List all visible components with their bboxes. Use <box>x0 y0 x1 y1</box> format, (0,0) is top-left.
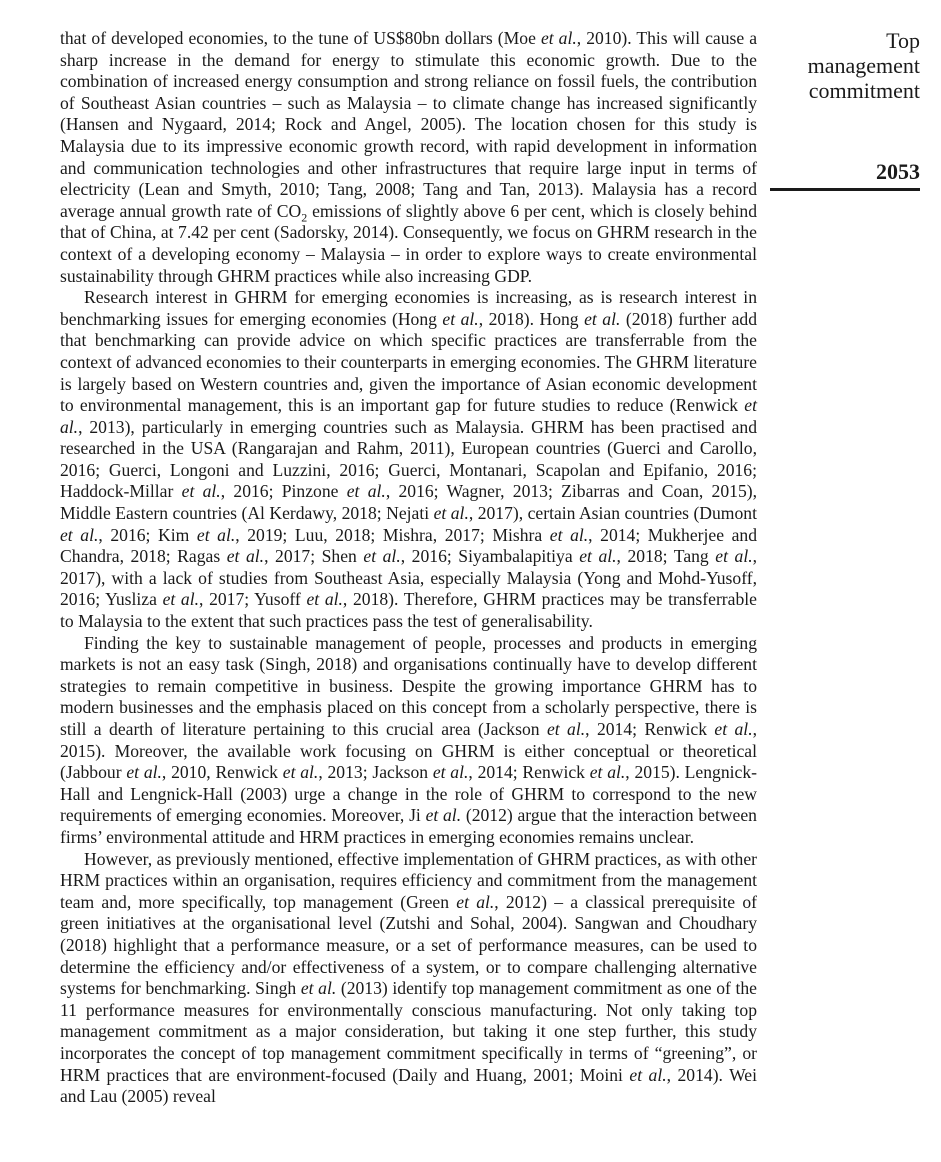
italic-run: et al. <box>629 1064 667 1085</box>
running-title-line: management <box>807 53 920 78</box>
subscript-run: 2 <box>301 210 308 225</box>
italic-run: et al. <box>546 719 586 739</box>
italic-run: et al. <box>549 524 589 545</box>
text-run: , 2017; Yusoff <box>199 589 307 610</box>
text-run: Research interest in GHRM for emerging economies is increasing, as is research interest in benchmarking issues for emerging economies (Hong <box>60 287 757 329</box>
text-run: , 2017; Shen <box>264 546 364 567</box>
text-run: , 2015). Lengnick-Hall and Lengnick-Hall (2003) urge a change in the role of GHRM to correspond to the new requirements of emerging economies. Moreover, Ji <box>60 762 757 826</box>
text-run: , 2016; Pinzone <box>220 481 347 502</box>
text-run: , 2018). Hong <box>478 308 585 329</box>
paragraph <box>60 28 757 287</box>
text-run: , 2019; Luu, 2018; Mishra, 2017; Mishra <box>235 524 550 545</box>
italic-run: et al. <box>226 546 265 567</box>
text-run: (2018) further add that benchmarking can provide advice on which specific practices are transferrable from the context of advanced economies to their counterparts in emerging economies. The GHRM literature is largely based on Western countries and, given the importance of Asian economic development to environmental management, this is an important gap for future studies to reduce (Renwick <box>60 308 757 416</box>
italic-run: et al. <box>282 762 319 783</box>
running-title-line: Top <box>886 28 920 53</box>
text-run: Finding the key to sustainable management of people, processes and products in emerging markets is not an easy task (Singh, 2018) and organisations continually have to develop different strategies to remain competitive in business. Despite the growing importance GHRM has to modern businesses and the emphasis placed on this concept from a scholarly perspective, there is still a dearth of literature pertaining to this crucial area (Jackson <box>60 632 757 739</box>
italic-run: et al. <box>60 524 99 545</box>
italic-run: et al. <box>715 546 753 567</box>
italic-run: et al. <box>540 28 577 48</box>
italic-run: et al. <box>162 589 200 610</box>
italic-run: et al. <box>456 891 495 912</box>
italic-run: et al. <box>579 546 617 567</box>
text-run: , 2016; Wagner, 2013; Zibarras and Coan, 2015), Middle Eastern countries (Al Kerdawy, 2018; Nejati <box>60 481 758 524</box>
italic-run: et al. <box>589 762 626 783</box>
italic-run: et al. <box>432 762 469 783</box>
italic-run: et al. <box>196 524 236 545</box>
italic-run: et al. <box>363 546 401 567</box>
text-run: , 2013; Jackson <box>318 762 433 783</box>
page-number: 2053 <box>876 159 920 184</box>
text-run: emissions of slightly above 6 per cent, which is closely behind that of China, at 7.42 per cent (Sadorsky, 2014). Consequently, we focus on GHRM research in the context of a developing economy – Malaysia – in order to explore ways to create environmental sustainability through GHRM practices while also increasing GDP. <box>60 200 757 286</box>
italic-run: et al. <box>714 719 753 739</box>
italic-run: et al. <box>584 308 621 329</box>
text-run: , 2017), with a lack of studies from Southeast Asia, especially Malaysia (Yong and Mohd-Yusoff, 2016; Yusliza <box>60 546 758 610</box>
italic-run: et al. <box>300 978 337 999</box>
italic-run: et al. <box>126 762 162 783</box>
running-title-line: commitment <box>808 78 920 103</box>
paragraph <box>60 633 757 849</box>
text-run: (2013) identify top management commitment as one of the 11 performance measures for environmentally conscious manufacturing. Not only taking top management commitment as a major consideration, but taking it one step further, this study incorporates the concept of top management commitment specifically in terms of “greening”, or HRM practices that are environment-focused (Daily and Huang, 2001; Moini <box>60 978 757 1085</box>
text-run: , 2014; Mukherjee and Chandra, 2018; Ragas <box>60 524 758 567</box>
text-run: However, as previously mentioned, effective implementation of GHRM practices, as with other HRM practices within an organisation, requires efficiency and commitment from the management team and, more specifically, top management (Green <box>60 848 757 912</box>
text-run: , 2018; Tang <box>616 546 716 567</box>
paragraph <box>60 849 757 1108</box>
sidebar <box>770 28 920 184</box>
italic-run: et al. <box>181 481 221 502</box>
text-run: , 2010, Renwick <box>161 762 283 783</box>
text-run: , 2014; Renwick <box>585 719 715 739</box>
italic-run: et al. <box>306 589 343 610</box>
body-text <box>60 28 757 1108</box>
italic-run: et al. <box>425 805 462 826</box>
italic-run: et al. <box>346 481 386 502</box>
text-run: , 2017), certain Asian countries (Dumont <box>468 503 757 524</box>
text-run: , 2016; Siyambalapitiya <box>400 546 580 567</box>
running-title <box>770 28 920 103</box>
italic-run: et al. <box>433 503 469 524</box>
italic-run: et al. <box>442 308 479 329</box>
text-run: , 2015). Moreover, the available work focusing on GHRM is either conceptual or theoretical (Jabbour <box>60 719 758 783</box>
text-run: , 2016; Kim <box>98 524 197 545</box>
text-run: , 2012) – a classical prerequisite of green initiatives at the organisational level (Zutshi and Sohal, 2004). Sangwan and Choudhary (2018) highlight that a performance measure, or a set of performance measures, can be used to determine the efficiency and/or effectiveness of a system, or to compare challenging alternative systems for benchmarking. Singh <box>60 891 757 999</box>
text-run: , 2013), particularly in emerging countries such as Malaysia. GHRM has been practised and researched in the USA (Rangarajan and Rahm, 2011), European countries (Guerci and Carollo, 2016; Guerci, Longoni and Luzzini, 2016; Guerci, Montanari, Scapolan and Epifanio, 2016; Haddock-Millar <box>60 416 757 502</box>
paragraph <box>60 287 757 633</box>
header-rule <box>770 188 920 191</box>
text-run: , 2014). Wei and Lau (2005) reveal <box>60 1064 757 1107</box>
text-run: , 2010). This will cause a sharp increase in the demand for energy to stimulate this economic growth. Due to the combination of increased energy consumption and strong reliance on fossil fuels, the contribution of Southeast Asian countries – such as Malaysia – to climate change has increased significantly (Hansen and Nygaard, 2014; Rock and Angel, 2005). The location chosen for this study is Malaysia due to its impressive economic growth record, with rapid development in information and communication technologies and other infrastructures that require large input in terms of electricity (Lean and Smyth, 2010; Tang, 2008; Tang and Tan, 2013). Malaysia has a record average annual growth rate of CO <box>60 28 758 221</box>
text-run: , 2018). Therefore, GHRM practices may be transferrable to Malaysia to the extent that such practices pass the test of generalisability. <box>60 589 757 632</box>
text-run: (2012) argue that the interaction between firms’ environmental attitude and HRM practices in emerging economies remains unclear. <box>60 805 757 847</box>
text-run: that of developed economies, to the tune of US$80bn dollars (Moe <box>60 28 541 48</box>
text-run: , 2014; Renwick <box>468 762 590 783</box>
italic-run: et al. <box>60 395 757 437</box>
